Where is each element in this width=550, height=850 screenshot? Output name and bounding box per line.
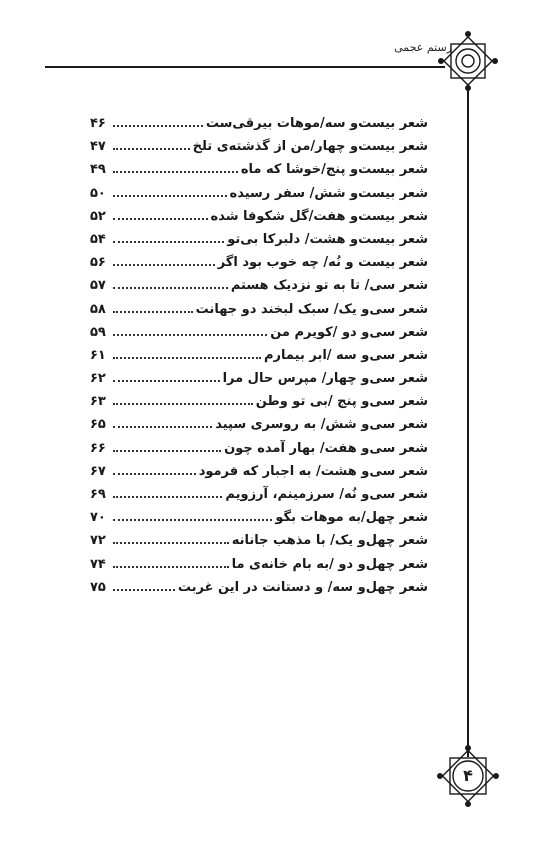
toc-title: شعر چهل‌و سه/ و دستانت در این غربت bbox=[177, 579, 428, 595]
toc-entry bbox=[90, 441, 428, 464]
dot-leader bbox=[113, 417, 212, 428]
toc-title: شعر بیست‌و هشت/ دلبرکا بی‌تو bbox=[227, 231, 428, 247]
toc-page-number: ۵۹ bbox=[90, 324, 106, 340]
dot-leader bbox=[113, 557, 229, 568]
dot-leader bbox=[113, 464, 196, 475]
dot-leader bbox=[113, 441, 221, 452]
toc-entry bbox=[90, 255, 428, 278]
toc-entry bbox=[90, 209, 428, 232]
header-rule bbox=[45, 66, 445, 68]
table-of-contents bbox=[90, 116, 428, 603]
toc-title: شعر سی‌و دو /کویرم من bbox=[270, 324, 428, 340]
toc-title: شعر چهل‌و دو /به بام خانه‌ی ما bbox=[231, 556, 428, 572]
toc-title: شعر سی‌و پنج /بی تو وطن bbox=[255, 394, 428, 410]
toc-page-number: ۵۷ bbox=[90, 278, 106, 294]
toc-title: شعر سی‌و شش/ به روسری سپید bbox=[215, 417, 428, 433]
dot-leader bbox=[113, 394, 253, 405]
dot-leader bbox=[113, 139, 190, 150]
toc-title: شعر سی‌و یک/ سبک لبخند دو جهانت bbox=[195, 301, 428, 317]
toc-entry bbox=[90, 278, 428, 301]
dot-leader bbox=[113, 255, 215, 266]
toc-page-number: ۴۶ bbox=[90, 116, 106, 131]
dot-leader bbox=[113, 232, 224, 243]
toc-title: شعر سی‌و سه /ابر بیمارم bbox=[264, 347, 428, 363]
toc-page-number: ۶۳ bbox=[90, 394, 106, 410]
toc-title: شعر بیست‌و چهار/من از گذشته‌ی تلخ bbox=[192, 139, 428, 155]
dot-leader bbox=[113, 325, 267, 336]
toc-page-number: ۷۲ bbox=[90, 533, 106, 549]
toc-title: شعر سی‌و نُه/ سرزمینم، آرزویم bbox=[225, 487, 428, 502]
toc-page-number: ۶۷ bbox=[90, 463, 106, 479]
toc-page-number: ۴۹ bbox=[90, 162, 106, 178]
toc-title: شعر سی‌و هفت/ بهار آمده چون bbox=[224, 440, 428, 456]
running-header-author: رستم عجمی bbox=[394, 41, 452, 54]
dot-leader bbox=[113, 348, 261, 359]
toc-title: شعر بیست‌و پنج/خوشا که ماه bbox=[240, 162, 428, 178]
page-number: ۴ bbox=[463, 766, 473, 785]
dot-leader bbox=[113, 487, 222, 498]
toc-entry bbox=[90, 510, 428, 533]
toc-title: شعر بیست‌و هفت/گل شکوفا شده bbox=[210, 208, 428, 224]
toc-entry bbox=[90, 116, 428, 139]
toc-entry bbox=[90, 371, 428, 394]
toc-title: شعر سی‌و هشت/ به اجبار که فرمود bbox=[198, 463, 428, 479]
dot-leader bbox=[113, 116, 203, 127]
vertical-rule bbox=[467, 85, 469, 757]
toc-title: شعر بیست‌و سه/موهات بیرقی‌ست bbox=[205, 116, 428, 131]
toc-entry bbox=[90, 394, 428, 417]
toc-entry bbox=[90, 533, 428, 556]
toc-page-number: ۶۹ bbox=[90, 487, 106, 502]
toc-entry bbox=[90, 302, 428, 325]
toc-title: شعر سی/ تا به تو نزدیک هستم bbox=[230, 278, 428, 294]
toc-page-number: ۶۵ bbox=[90, 417, 106, 433]
dot-leader bbox=[113, 209, 208, 220]
ornament-top-icon bbox=[437, 30, 499, 92]
toc-page-number: ۶۱ bbox=[90, 347, 106, 363]
dot-leader bbox=[113, 533, 229, 544]
toc-page-number: ۵۸ bbox=[90, 301, 106, 317]
toc-page-number: ۷۵ bbox=[90, 579, 106, 595]
dot-leader bbox=[113, 278, 228, 289]
toc-entry bbox=[90, 232, 428, 255]
toc-page-number: ۷۰ bbox=[90, 510, 106, 526]
dot-leader bbox=[113, 162, 238, 173]
toc-entry bbox=[90, 464, 428, 487]
toc-title: شعر بیست و نُه/ چه خوب بود اگر bbox=[217, 255, 428, 271]
dot-leader bbox=[113, 580, 175, 591]
toc-title: شعر چهل/به موهات بگو bbox=[275, 510, 428, 526]
toc-page-number: ۵۰ bbox=[90, 185, 106, 201]
dot-leader bbox=[113, 186, 227, 197]
dot-leader bbox=[113, 510, 272, 521]
dot-leader bbox=[113, 371, 220, 382]
toc-title: شعر بیست‌و شش/ سفر رسیده bbox=[229, 185, 428, 201]
toc-entry bbox=[90, 162, 428, 185]
toc-title: شعر سی‌و چهار/ مپرس حال مرا bbox=[222, 371, 428, 387]
toc-page-number: ۴۷ bbox=[90, 139, 106, 155]
toc-entry bbox=[90, 348, 428, 371]
toc-entry bbox=[90, 487, 428, 510]
toc-page-number: ۷۴ bbox=[90, 556, 106, 572]
toc-page-number: ۵۶ bbox=[90, 255, 106, 271]
toc-entry bbox=[90, 186, 428, 209]
toc-entry bbox=[90, 139, 428, 162]
toc-page-number: ۶۶ bbox=[90, 440, 106, 456]
toc-entry bbox=[90, 580, 428, 603]
toc-entry bbox=[90, 417, 428, 440]
toc-entry bbox=[90, 325, 428, 348]
toc-entry bbox=[90, 557, 428, 580]
toc-title: شعر چهل‌و یک/ با مذهب جانانه bbox=[231, 533, 428, 549]
toc-page-number: ۵۴ bbox=[90, 231, 106, 247]
dot-leader bbox=[113, 302, 193, 313]
toc-page-number: ۵۲ bbox=[90, 208, 106, 224]
toc-page-number: ۶۲ bbox=[90, 371, 106, 387]
